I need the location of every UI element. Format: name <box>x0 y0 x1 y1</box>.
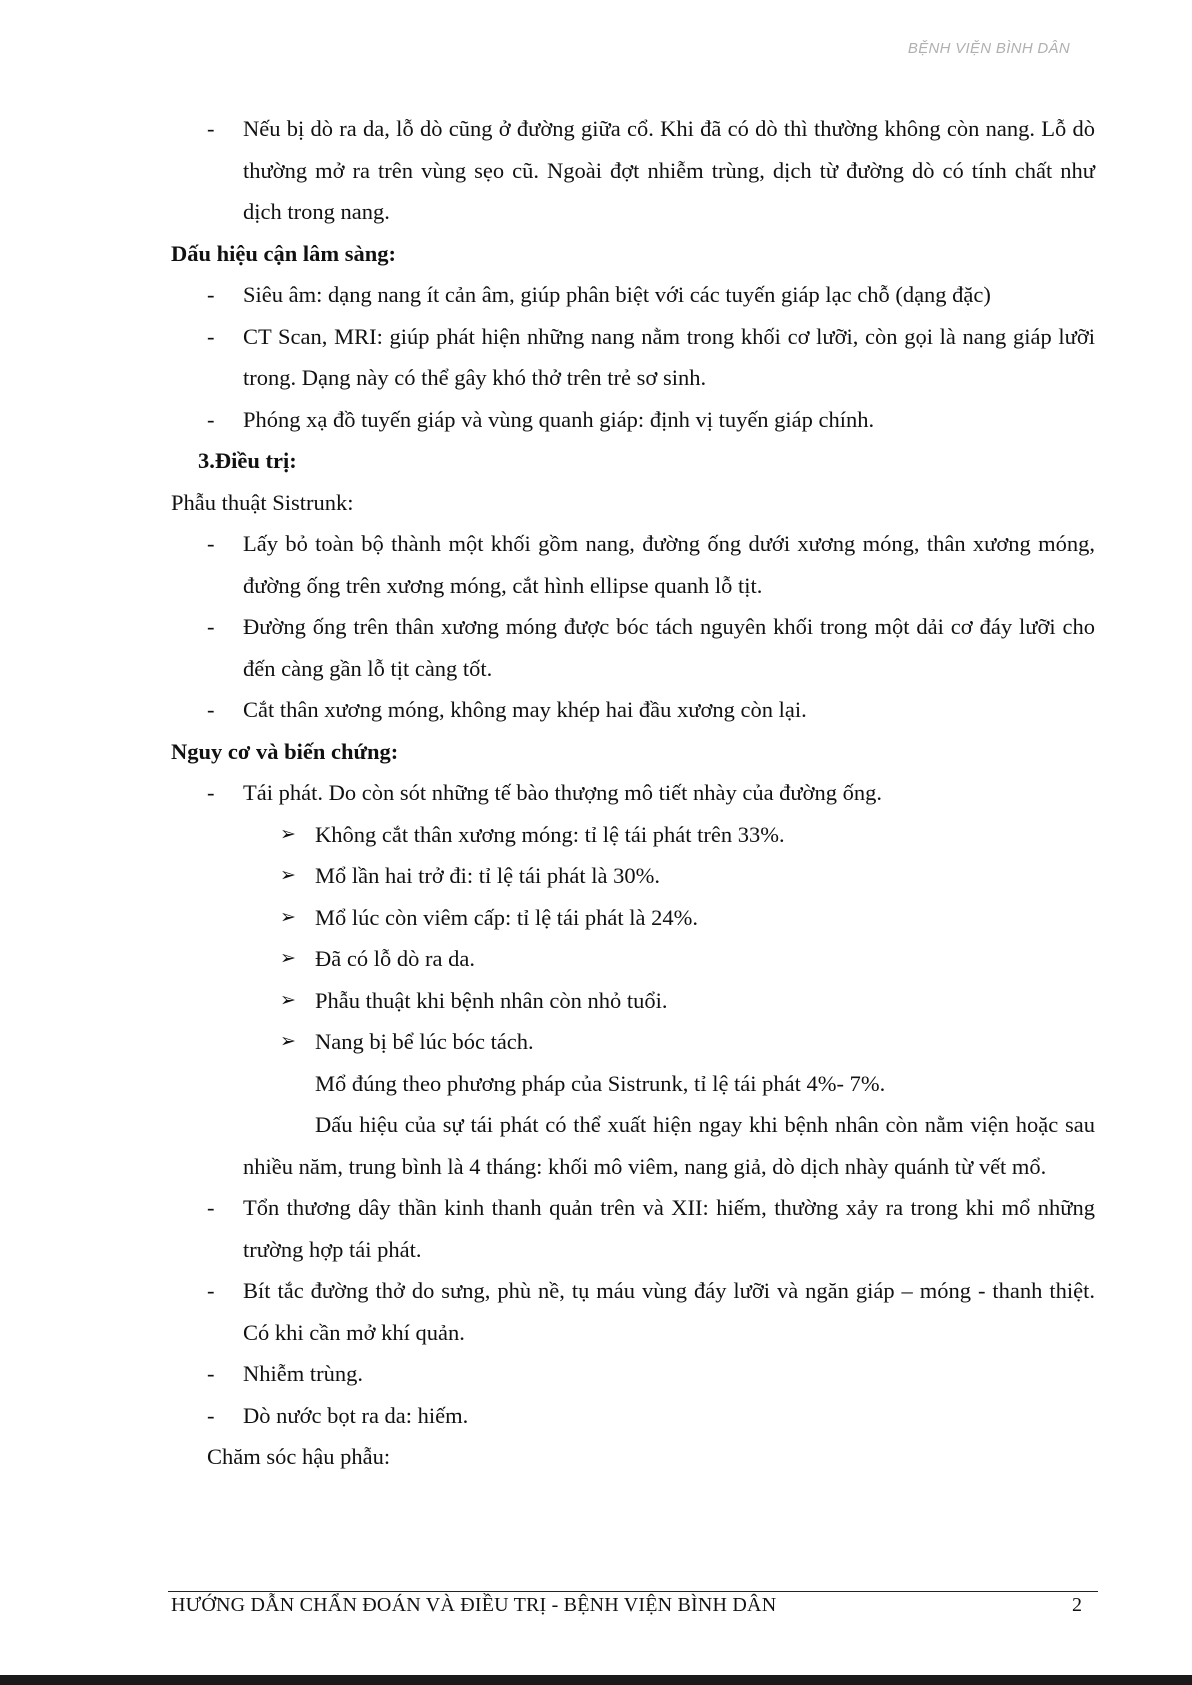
list-item <box>171 316 1095 399</box>
arrow-bullet-icon: ➢ <box>280 864 296 886</box>
list-item-text: Phóng xạ đồ tuyến giáp và vùng quanh giáp: định vị tuyến giáp chính. <box>243 406 875 432</box>
body-text <box>171 108 1095 1478</box>
arrow-bullet-icon: ➢ <box>280 1030 296 1052</box>
list-item-text: Đường ống trên thân xương móng được bóc tách nguyên khối trong một dải cơ đáy lưỡi cho đến càng gần lỗ tịt càng tốt. <box>243 614 1095 681</box>
list-item <box>171 772 1095 814</box>
dash-bullet: - <box>207 614 215 639</box>
list-item-text: Bít tắc đường thở do sưng, phù nề, tụ máu vùng đáy lưỡi và ngăn giáp – móng - thanh thiệt. Có khi cần mở khí quản. <box>243 1278 1095 1345</box>
list-item-text: Tái phát. Do còn sót những tế bào thượng mô tiết nhày của đường ống. <box>243 780 883 805</box>
dash-bullet: - <box>207 780 215 805</box>
list-item <box>171 108 1095 233</box>
list-item <box>171 689 1095 731</box>
sub-list-item-text: Mổ lần hai trở đi: tỉ lệ tái phát là 30%. <box>315 863 660 888</box>
sub-list-item <box>171 855 1095 897</box>
arrow-bullet-icon: ➢ <box>280 905 296 928</box>
list-item <box>171 1187 1095 1270</box>
sub-list-item <box>171 938 1095 980</box>
sub-list-item <box>171 897 1095 939</box>
sub-list-item <box>171 980 1095 1022</box>
arrow-bullet-icon: ➢ <box>280 947 296 969</box>
dash-bullet: - <box>207 282 215 307</box>
list-item-text: Nhiễm trùng. <box>243 1361 363 1386</box>
arrow-bullet-icon: ➢ <box>280 988 296 1011</box>
sub-list-item <box>171 1021 1095 1063</box>
list-item-text: Tổn thương dây thần kinh thanh quản trên và XII: hiếm, thường xảy ra trong khi mổ những trường hợp tái phát. <box>243 1195 1095 1262</box>
sub-list-item-text: Mổ lúc còn viêm cấp: tỉ lệ tái phát là 24%. <box>315 904 699 930</box>
list-item-text: Nếu bị dò ra da, lỗ dò cũng ở đường giữa cổ. Khi đã có dò thì thường không còn nang. Lỗ dò thường mở ra trên vùng sẹo cũ. Ngoài đợt nhiễm trùng, dịch từ đường dò có tính chất như dịch trong nang. <box>243 116 1095 224</box>
sistrunk-rate: Mổ đúng theo phương pháp của Sistrunk, tỉ lệ tái phát 4%- 7%. <box>315 1070 886 1096</box>
sub-list-item-text: Không cắt thân xương móng: tỉ lệ tái phát trên 33%. <box>315 821 785 847</box>
list-item-text: Siêu âm: dạng nang ít cản âm, giúp phân biệt với các tuyến giáp lạc chỗ (dạng đặc) <box>243 282 991 307</box>
dash-bullet: - <box>207 1402 215 1428</box>
list-item-text: CT Scan, MRI: giúp phát hiện những nang nằm trong khối cơ lưỡi, còn gọi là nang giáp lưỡi trong. Dạng này có thể gây khó thở trên trẻ sơ sinh. <box>243 323 1095 390</box>
section-heading-paraclinical: Dấu hiệu cận lâm sàng: <box>171 240 397 266</box>
list-item <box>171 1353 1095 1395</box>
list-item <box>171 399 1095 441</box>
list-item <box>171 1395 1095 1437</box>
list-item <box>171 274 1095 316</box>
list-item <box>171 606 1095 689</box>
running-header: BỆNH VIỆN BÌNH DÂN <box>907 40 1070 57</box>
surgery-label: Phẫu thuật Sistrunk: <box>171 489 354 515</box>
list-item-text: Dò nước bọt ra da: hiếm. <box>243 1402 469 1428</box>
dash-bullet: - <box>207 116 215 141</box>
page-bottom-edge <box>0 1675 1192 1685</box>
section-heading-treatment: 3.Điều trị: <box>198 448 297 473</box>
list-item-text: Cắt thân xương móng, không may khép hai đầu xương còn lại. <box>243 697 807 722</box>
dash-bullet: - <box>207 406 215 432</box>
sub-list-item-text: Phẫu thuật khi bệnh nhân còn nhỏ tuổi. <box>315 987 668 1013</box>
sub-list-item-text: Đã có lỗ dò ra da. <box>315 946 475 971</box>
list-item <box>171 1270 1095 1353</box>
section-heading-risks: Nguy cơ và biến chứng: <box>171 738 399 764</box>
arrow-bullet-icon: ➢ <box>280 822 296 845</box>
page-number: 2 <box>1072 1594 1082 1616</box>
recurrence-signs-paragraph: Dấu hiệu của sự tái phát có thể xuất hiện ngay khi bệnh nhân còn nằm viện hoặc sau nhiều năm, trung bình là 4 tháng: khối mô viêm, nang giả, dò dịch nhày quánh từ vết mổ. <box>243 1112 1095 1179</box>
list-item <box>171 523 1095 606</box>
postop-care-label: Chăm sóc hậu phẫu: <box>207 1444 391 1469</box>
dash-bullet: - <box>207 323 215 349</box>
sub-list-item <box>171 814 1095 856</box>
dash-bullet: - <box>207 697 215 722</box>
footer-title: HƯỚNG DẪN CHẨN ĐOÁN VÀ ĐIỀU TRỊ - BỆNH VIỆN BÌNH DÂN <box>171 1594 777 1616</box>
dash-bullet: - <box>207 1278 215 1303</box>
sub-list-item-text: Nang bị bể lúc bóc tách. <box>315 1029 534 1054</box>
footer-divider <box>168 1591 1098 1592</box>
dash-bullet: - <box>207 1195 215 1220</box>
dash-bullet: - <box>207 1361 215 1386</box>
list-item-text: Lấy bỏ toàn bộ thành một khối gồm nang, đường ống dưới xương móng, thân xương móng, đường ống trên xương móng, cắt hình ellipse quanh lỗ tịt. <box>243 531 1095 598</box>
dash-bullet: - <box>207 531 215 556</box>
